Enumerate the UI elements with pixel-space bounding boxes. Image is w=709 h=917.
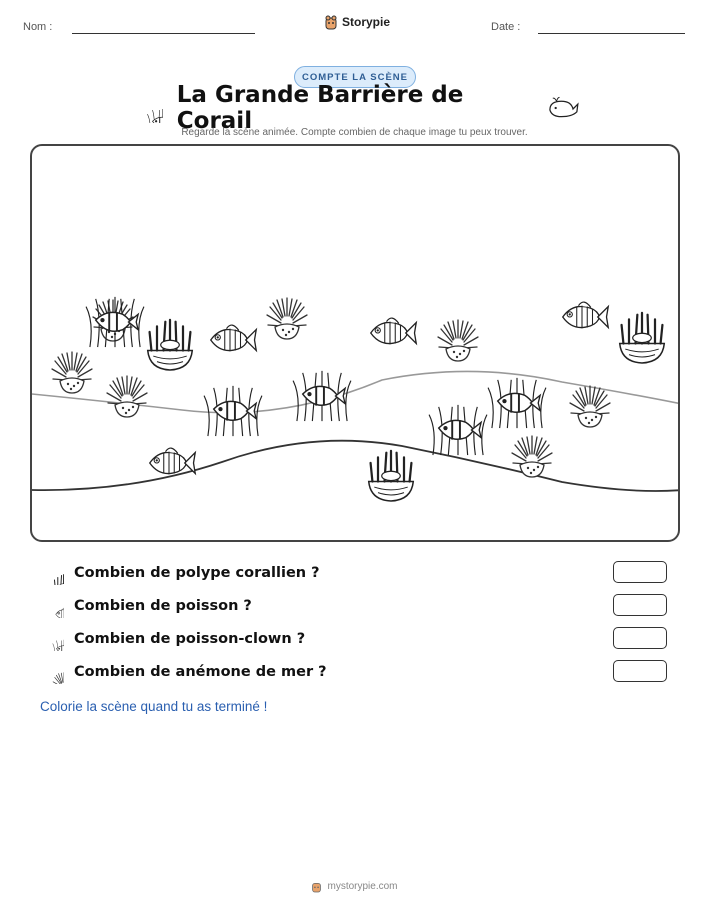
storypie-mascot-icon	[311, 880, 322, 893]
question-row	[40, 659, 680, 685]
brand-name: Storypie	[342, 15, 391, 29]
date-label: Date :	[491, 21, 521, 33]
instructions: Regarde la scène animée. Compte combien de chaque image tu peux trouver.	[181, 127, 528, 138]
question-text: Combien de poisson ?	[74, 598, 252, 614]
sea-anemone	[267, 298, 307, 339]
answer-box[interactable]	[613, 561, 667, 583]
scene-frame	[30, 144, 680, 542]
footer	[0, 880, 709, 893]
answer-box[interactable]	[613, 627, 667, 649]
coral-polyp	[620, 313, 665, 363]
clownfish	[488, 378, 546, 428]
fish	[211, 325, 257, 351]
fish	[150, 448, 196, 474]
reef-scene	[32, 146, 680, 542]
fish	[563, 302, 609, 328]
coloring-note: Colorie la scène quand tu as terminé !	[40, 699, 268, 714]
storypie-logo	[324, 14, 390, 30]
activity-badge: COMPTE LA SCÈNE	[294, 66, 416, 88]
sea-anemone	[52, 352, 92, 393]
clownfish-icon	[40, 627, 64, 651]
question-row	[40, 560, 680, 586]
sea-anemone-icon	[40, 660, 64, 684]
answer-box[interactable]	[613, 660, 667, 682]
clownfish	[429, 405, 487, 455]
coral-polyp-icon	[40, 561, 64, 585]
footer-url[interactable]: mystorypie.com	[327, 881, 398, 892]
date-field[interactable]	[538, 33, 685, 34]
coral-polyp	[369, 451, 414, 501]
clownfish	[86, 297, 144, 347]
sea-anemone	[570, 386, 610, 427]
clownfish	[293, 371, 351, 421]
question-text: Combien de poisson-clown ?	[74, 631, 306, 647]
question-text: Combien de polype corallien ?	[74, 565, 320, 581]
clownfish	[204, 386, 262, 436]
name-field[interactable]	[72, 33, 255, 34]
fish	[371, 318, 417, 344]
storypie-mascot-icon	[324, 14, 338, 30]
sea-anemone	[438, 320, 478, 361]
answer-box[interactable]	[613, 594, 667, 616]
sea-anemone	[107, 376, 147, 417]
fish-icon	[40, 594, 64, 618]
title-text: La Grande Barrière de Corail	[176, 82, 464, 134]
question-text: Combien de anémone de mer ?	[74, 664, 327, 680]
whale-icon	[547, 96, 580, 120]
question-row	[40, 593, 680, 619]
coral-polyp	[148, 320, 193, 370]
clownfish-icon	[130, 93, 163, 123]
question-row	[40, 626, 680, 652]
name-label: Nom :	[23, 21, 53, 33]
